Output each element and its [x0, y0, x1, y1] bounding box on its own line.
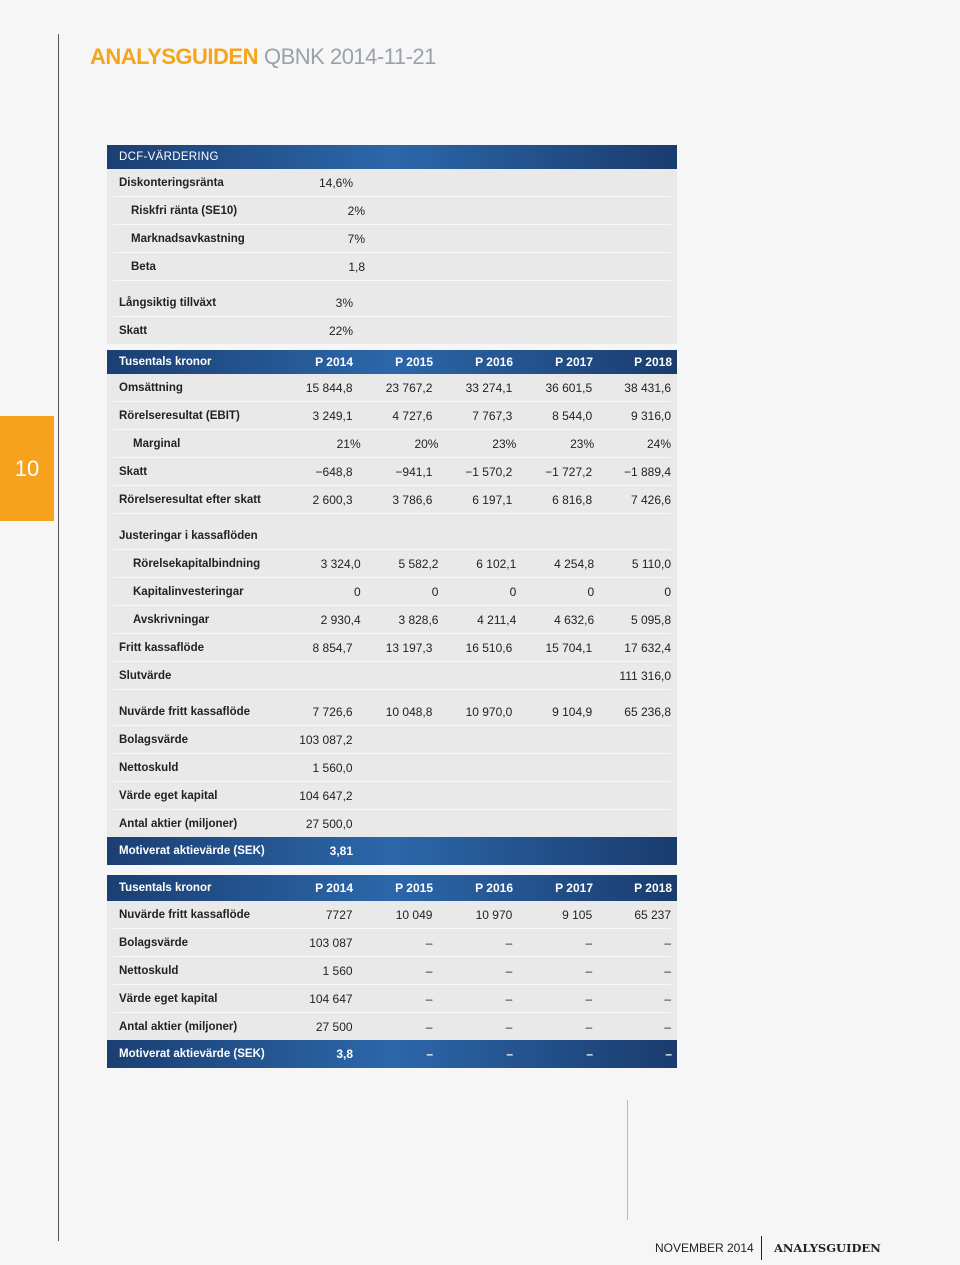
- row-label: Beta: [131, 260, 156, 273]
- table-row: [113, 402, 671, 430]
- row-value: 104 647,2: [299, 788, 353, 803]
- header-brand: ANALYSGUIDEN: [90, 44, 258, 69]
- row-value: 2%: [347, 203, 365, 218]
- motivated-label: Motiverat aktievärde (SEK): [119, 1048, 265, 1060]
- row-label: Rörelsekapitalbindning: [133, 557, 261, 570]
- row-value: 23 767,2: [385, 380, 433, 395]
- row-label: Marknadsavkastning: [131, 232, 245, 245]
- row-value: 103 087,2: [299, 732, 353, 747]
- row-value: –: [505, 991, 513, 1006]
- row-label: Kapitalinvesteringar: [133, 585, 244, 598]
- row-label: Långsiktig tillväxt: [119, 296, 217, 309]
- column-header: P 2015: [395, 881, 433, 895]
- row-value: 22%: [328, 323, 353, 338]
- column-header: P 2015: [395, 355, 433, 369]
- adjustments-label: Justeringar i kassaflöden: [119, 529, 258, 542]
- row-label: Avskrivningar: [133, 613, 210, 626]
- motivated-value: 3,81: [329, 844, 353, 858]
- table-row: [113, 578, 671, 606]
- motivated-value: –: [426, 1047, 433, 1061]
- row-value: –: [425, 1019, 433, 1034]
- row-value: 7 767,3: [472, 408, 513, 423]
- row-value: 23%: [570, 436, 595, 451]
- row-value: 7 726,6: [312, 704, 353, 719]
- row-label: Nettoskuld: [119, 964, 179, 977]
- row-value: 0: [353, 584, 361, 599]
- row-label: Antal aktier (miljoner): [119, 817, 238, 830]
- row-value: 10 970,0: [465, 704, 513, 719]
- row-value: 20%: [414, 436, 439, 451]
- motivated-value: –: [506, 1047, 513, 1061]
- table-row: [113, 1013, 671, 1040]
- motivated-value: –: [665, 1047, 672, 1061]
- row-label: Värde eget kapital: [119, 992, 218, 1005]
- row-label: Bolagsvärde: [119, 936, 189, 949]
- table-row: [113, 634, 671, 662]
- row-value: 6 102,1: [476, 556, 517, 571]
- header-subtitle: QBNK 2014-11-21: [264, 44, 436, 69]
- page-number: 10: [14, 455, 40, 481]
- table-row: [113, 985, 671, 1013]
- column-header: P 2017: [555, 355, 593, 369]
- row-value: 10 970: [475, 907, 513, 922]
- row-value: –: [585, 963, 593, 978]
- table-row: [113, 929, 671, 957]
- row-value: 23%: [492, 436, 517, 451]
- dcf-title: DCF-VÄRDERING: [119, 151, 219, 163]
- row-value: −1 727,2: [545, 464, 593, 479]
- row-label: Antal aktier (miljoner): [119, 1020, 238, 1033]
- motivated-label: Motiverat aktievärde (SEK): [119, 845, 265, 857]
- row-label: Fritt kassaflöde: [119, 641, 204, 654]
- table-row: [113, 810, 671, 837]
- row-value: 4 727,6: [392, 408, 433, 423]
- row-value: 3 324,0: [320, 556, 361, 571]
- summary-motivated-band: [107, 1040, 677, 1068]
- row-value: 9 104,9: [552, 704, 593, 719]
- row-value: 21%: [336, 436, 361, 451]
- row-value: 3 786,6: [392, 492, 433, 507]
- table-row: [113, 754, 671, 782]
- assumption-row: [113, 197, 671, 225]
- row-value: 13 197,3: [385, 640, 433, 655]
- row-value: 5 095,8: [630, 612, 671, 627]
- row-value: 7 426,6: [630, 492, 672, 507]
- row-value: 2 930,4: [320, 612, 361, 627]
- row-label: Nettoskuld: [119, 761, 179, 774]
- row-value: –: [505, 1019, 513, 1034]
- row-value: 6 816,8: [552, 492, 593, 507]
- row-label: Rörelseresultat (EBIT): [119, 409, 240, 422]
- row-value: –: [664, 1019, 672, 1034]
- row-value: 0: [431, 584, 439, 599]
- left-margin-line: [58, 34, 59, 1241]
- section-heading: [113, 522, 671, 550]
- row-value: 27 500: [315, 1019, 353, 1034]
- row-value: 1,8: [348, 259, 365, 274]
- row-value: 0: [509, 584, 517, 599]
- row-value: 65 237: [634, 907, 672, 922]
- row-label: Bolagsvärde: [119, 733, 189, 746]
- assumptions-panel: [107, 169, 677, 344]
- column-header: P 2018: [634, 881, 672, 895]
- row-value: 6 197,1: [472, 492, 513, 507]
- row-value: 1 560,0: [312, 760, 353, 775]
- table-row: [113, 901, 671, 929]
- row-value: 4 254,8: [554, 556, 595, 571]
- row-value: 65 236,8: [624, 704, 672, 719]
- row-label: Slutvärde: [119, 669, 172, 682]
- row-value: 1 560: [322, 963, 353, 978]
- row-value: –: [425, 935, 433, 950]
- table-row: [113, 430, 671, 458]
- column-header: P 2014: [315, 355, 353, 369]
- row-value: 3%: [335, 295, 353, 310]
- row-value: –: [585, 991, 593, 1006]
- table-row: [113, 726, 671, 754]
- row-value: 5 110,0: [631, 556, 671, 571]
- row-label: Marginal: [133, 437, 181, 450]
- summary-header-band: [107, 875, 677, 901]
- assumption-row: [113, 289, 671, 317]
- row-value: 27 500,0: [305, 816, 353, 831]
- row-value: 2 600,3: [312, 492, 353, 507]
- dcf-table: [107, 145, 677, 1068]
- columns-label: Tusentals kronor: [119, 356, 212, 368]
- columns-label: Tusentals kronor: [119, 882, 212, 894]
- table-row: [113, 486, 671, 514]
- row-value: −1 570,2: [465, 464, 513, 479]
- row-value: 15 844,8: [305, 380, 353, 395]
- row-value: 0: [587, 584, 595, 599]
- forecast-panel: [107, 374, 677, 837]
- row-value: 9 105: [562, 907, 593, 922]
- page-number-tab: [0, 416, 54, 521]
- row-value: –: [425, 963, 433, 978]
- row-value: –: [505, 935, 513, 950]
- assumption-row: [113, 169, 671, 197]
- column-header: P 2016: [475, 881, 513, 895]
- row-value: −648,8: [315, 464, 353, 479]
- row-value: 36 601,5: [545, 380, 593, 395]
- center-divider-line: [627, 1100, 628, 1220]
- row-value: 7%: [347, 231, 365, 246]
- row-value: −941,1: [395, 464, 433, 479]
- row-value: 9 316,0: [630, 408, 672, 423]
- row-label: Omsättning: [119, 381, 183, 394]
- row-label: Värde eget kapital: [119, 789, 218, 802]
- row-value: 3 828,6: [398, 612, 439, 627]
- table-row: [113, 458, 671, 486]
- page-header: [90, 44, 436, 70]
- table-row: [113, 662, 671, 690]
- column-header-band: [107, 350, 677, 374]
- row-value: –: [585, 935, 593, 950]
- row-value: 10 048,8: [385, 704, 433, 719]
- row-value: 8 854,7: [312, 640, 353, 655]
- row-value: 15 704,1: [545, 640, 593, 655]
- footer-separator: [761, 1236, 762, 1260]
- column-header: P 2016: [475, 355, 513, 369]
- row-value: –: [505, 963, 513, 978]
- row-label: Skatt: [119, 465, 148, 478]
- row-label: Diskonteringsränta: [119, 176, 224, 189]
- column-header: P 2018: [634, 355, 672, 369]
- motivated-value: 3,8: [336, 1047, 353, 1061]
- table-row: [113, 374, 671, 402]
- row-value: 14,6%: [318, 175, 353, 190]
- row-value: –: [664, 963, 672, 978]
- row-value: 5 582,2: [398, 556, 439, 571]
- table-row: [113, 698, 671, 726]
- motivated-value-band: [107, 837, 677, 865]
- row-value: –: [664, 991, 672, 1006]
- row-value: 8 544,0: [552, 408, 593, 423]
- row-value: 33 274,1: [465, 380, 513, 395]
- dcf-title-band: [107, 145, 677, 169]
- row-value: 4 632,6: [554, 612, 595, 627]
- motivated-value: –: [586, 1047, 593, 1061]
- table-row: [113, 550, 671, 578]
- row-value: 10 049: [395, 907, 433, 922]
- row-label: Skatt: [119, 324, 148, 337]
- row-value: −1 889,4: [623, 464, 672, 479]
- row-value: 104 647: [309, 991, 353, 1006]
- row-value: 38 431,6: [624, 380, 672, 395]
- row-value: –: [664, 935, 672, 950]
- row-value: 103 087: [309, 935, 353, 950]
- column-header: P 2017: [555, 881, 593, 895]
- row-value: 17 632,4: [624, 640, 672, 655]
- row-value: 0: [664, 584, 671, 599]
- column-header: P 2014: [315, 881, 353, 895]
- row-value: –: [425, 991, 433, 1006]
- row-value: 7727: [325, 907, 353, 922]
- row-label: Nuvärde fritt kassaflöde: [119, 908, 251, 921]
- assumption-row: [113, 253, 671, 281]
- footer-date: NOVEMBER 2014: [655, 1241, 754, 1255]
- row-label: Riskfri ränta (SE10): [131, 204, 238, 217]
- row-label: Rörelseresultat efter skatt: [119, 493, 261, 506]
- table-row: [113, 957, 671, 985]
- assumption-row: [113, 317, 671, 344]
- row-label: Nuvärde fritt kassaflöde: [119, 705, 251, 718]
- table-row: [113, 782, 671, 810]
- row-value: –: [585, 1019, 593, 1034]
- row-value: 24%: [646, 436, 671, 451]
- row-value: 4 211,4: [477, 612, 517, 627]
- row-value: 3 249,1: [312, 408, 353, 423]
- row-value: 16 510,6: [465, 640, 513, 655]
- table-row: [113, 606, 671, 634]
- row-value: 111 316,0: [619, 668, 672, 683]
- assumption-row: [113, 225, 671, 253]
- summary-panel: [107, 901, 677, 1040]
- footer-brand: ANALYSGUIDEN: [774, 1241, 881, 1255]
